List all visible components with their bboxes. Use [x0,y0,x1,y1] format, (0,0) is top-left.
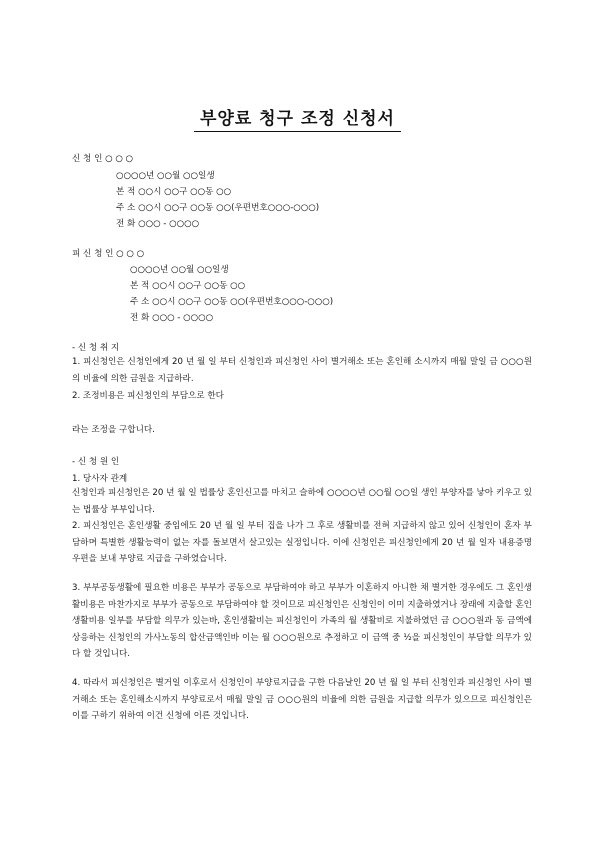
respondent-birth: ○○○○년 ○○월 ○○일생 [130,265,229,275]
purpose-item-1: 1. 피신청인은 신청인에게 20 년 월 일 부터 신청인과 피신청인 사이 별거해소 또는 혼인해 소시까지 매월 말일 금 ○○○원의 비율에 의한 금원을 지급하라. [72,357,532,384]
respondent-registry: 본 적 ○○시 ○○구 ○○동 ○○ [130,281,246,291]
purpose-closing: 라는 조정을 구합니다. [72,425,155,435]
respondent-label: 피 신 청 인 ○ ○ ○ [72,249,145,259]
applicant-birth: ○○○○년 ○○월 ○○일생 [116,171,215,181]
applicant-registry: 본 적 ○○시 ○○구 ○○동 ○○ [116,187,232,197]
cause-subheading-1: 1. 당사자 관계 [72,474,128,484]
purpose-item-2: 2. 조정비용은 피신청인의 부담으로 한다 [72,391,224,401]
respondent-phone: 전 화 ○○○ - ○○○○ [130,313,214,323]
applicant-address: 주 소 ○○시 ○○구 ○○동 ○○(우편번호○○○-○○○) [116,203,320,213]
cause-heading: - 신 청 원 인 [72,457,120,467]
applicant-phone: 전 화 ○○○ - ○○○○ [116,219,200,229]
respondent-address: 주 소 ○○시 ○○구 ○○동 ○○(우편번호○○○-○○○) [130,297,334,307]
cause-paragraph-1: 신청인과 피신청인은 20 년 월 일 법률상 혼인신고를 마치고 슬하에 ○○○○년 ○○월 ○○일 생인 부양자를 낳아 키우고 있는 법률상 부부입니다. [72,488,532,515]
cause-paragraph-4: 4. 따라서 피신청인은 별거일 이후로서 신청인이 부양료지급을 구한 다음날인 20 년 월 일 부터 신청인과 피신청인 사이 별거해소 또는 혼인해소시까지 부양료로서 매월 말일 금 ○○○원의 비율에 의한 금원을 지급할 의무가 있으므로 피신청인은 이를 구하기 위하여 이건 신청에 이른 것입니다. [72,678,532,722]
purpose-heading: - 신 청 취 지 [72,343,120,353]
document-title: 부양료 청구 조정 신청서 [0,104,595,129]
applicant-label: 신 청 인 ○ ○ ○ [72,154,134,164]
cause-paragraph-3: 3. 부부공동생활에 필요한 비용은 부부가 공동으로 부담하여야 하고 부부가 이혼하지 아니한 채 별거한 경우에도 그 혼인생활비용은 마찬가지로 부부가 공동으로 부담하여야 할 것이므로 피신청인은 신청인이 이미 지출하였거나 장래에 지출할 혼인생활비용 일부를 부담할 의무가 있는바, 혼인생활비는 피신청인이 가족의 월 생활비로 지불하였던 금 ○○○원과 동 금액에 상응하는 신청인의 가사노동의 합산금액인바 이는 월 ○○○원으로 추정하고 이 금액 중 ½을 피신청인이 부담할 의무가 있다 할 것입니다. [72,583,532,660]
cause-paragraph-2: 2. 피신청인은 혼인생활 중임에도 20 년 월 일 부터 집을 나가 그 후로 생활비를 전혀 지급하지 않고 있어 신청인이 혼자 부담하며 특별한 생활능력이 없는 자를 돌보면서 살고있는 실정입니다. 이에 신청인은 피신청인에게 20 년 월 일자 내용증명우편을 보내 부양료 지급을 구하였습니다. [72,521,532,565]
